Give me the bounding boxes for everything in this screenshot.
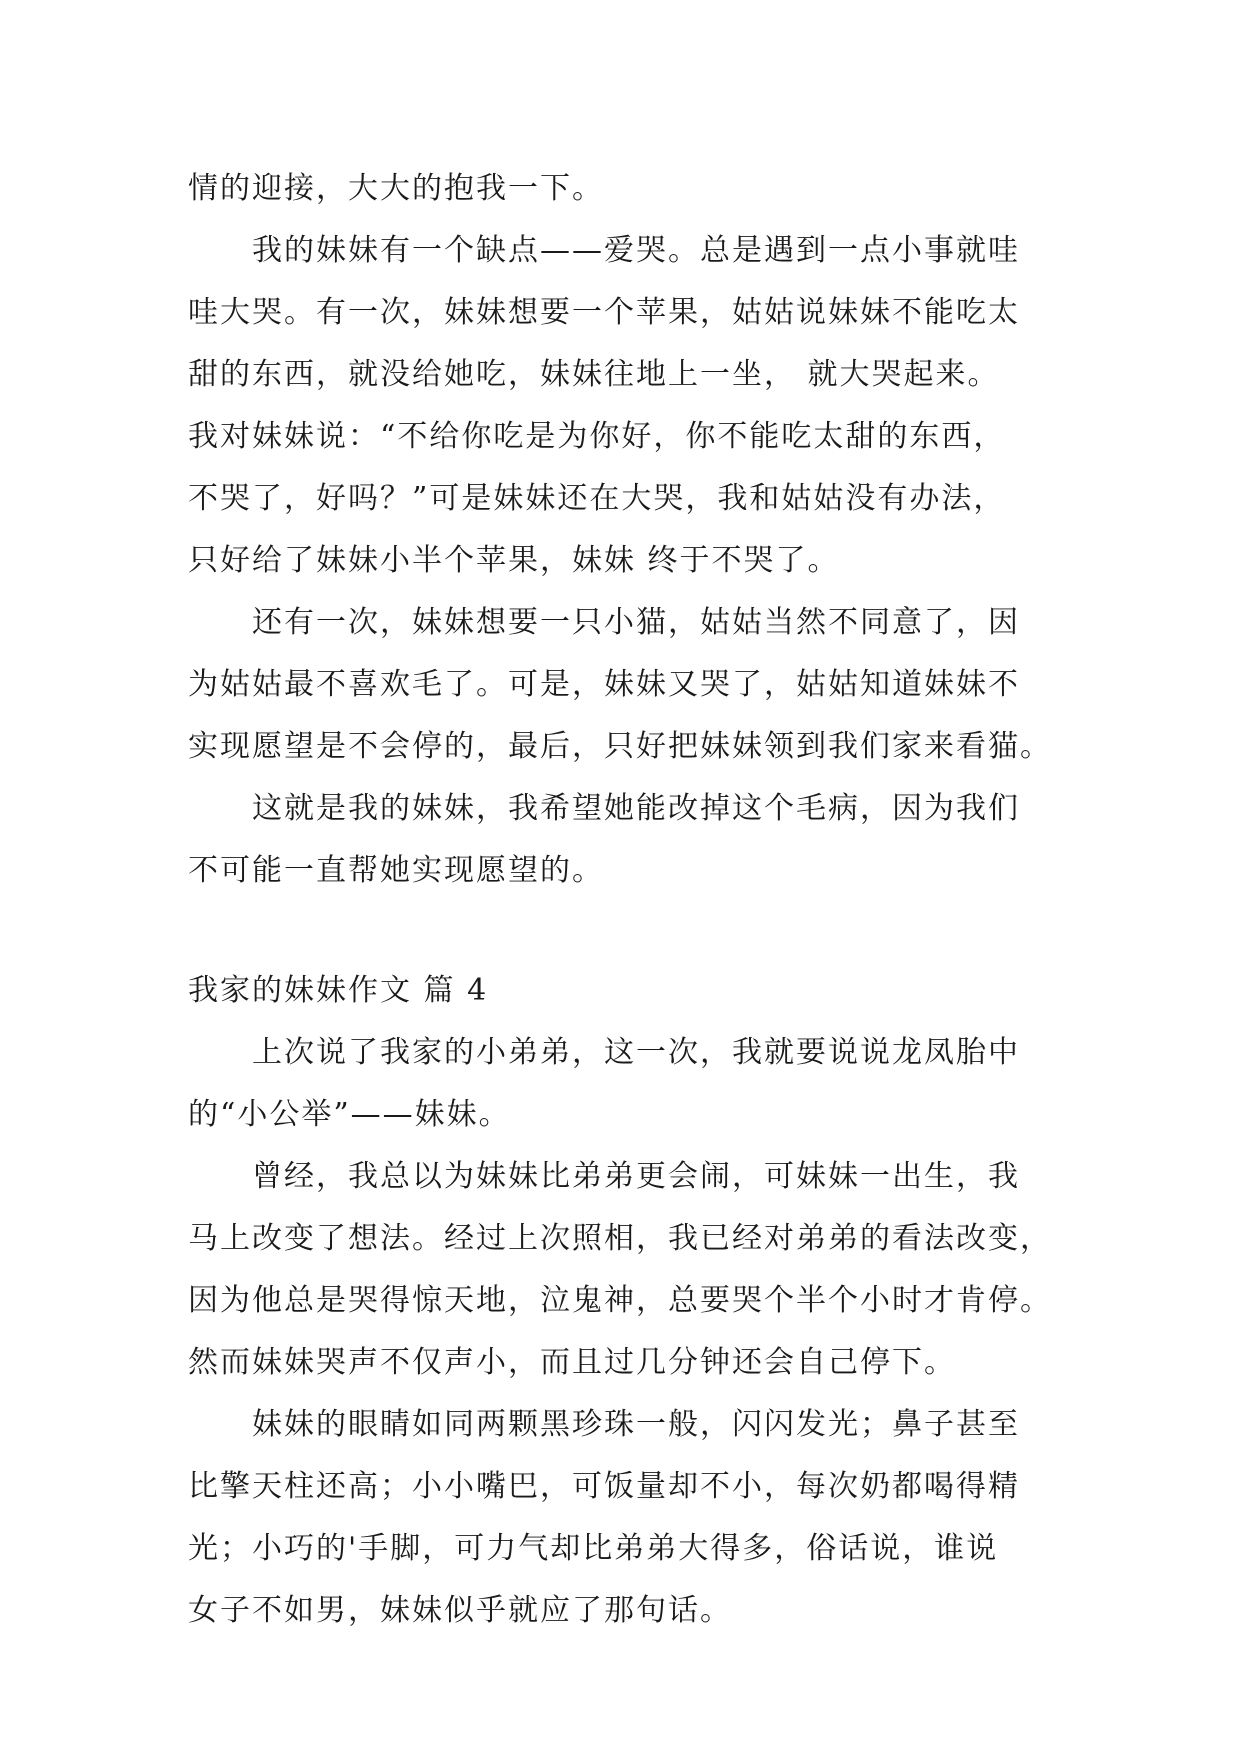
text-line: 情的迎接，大大的抱我一下。 [188,171,604,206]
text-line: 比擎天柱还高；小小嘴巴，可饭量却不小，每次奶都喝得精 [188,1469,1020,1504]
text-line: 妹妹的眼睛如同两颗黑珍珠一般，闪闪发光；鼻子甚至 [252,1407,1020,1442]
text-line: 曾经，我总以为妹妹比弟弟更会闹，可妹妹一出生，我 [252,1159,1020,1194]
text-line: 女子不如男，妹妹似乎就应了那句话。 [188,1593,732,1628]
section-heading: 我家的妹妹作文 篇 4 [188,973,489,1008]
document-page [188,158,1068,1642]
text-line: 哇大哭。有一次，妹妹想要一个苹果，姑姑说妹妹不能吃太 [188,295,1020,330]
text-line: 为姑姑最不喜欢毛了。可是，妹妹又哭了，姑姑知道妹妹不 [188,667,1020,702]
text-line: 实现愿望是不会停的，最后，只好把妹妹领到我们家来看猫。 [188,729,1052,764]
text-line: 甜的东西，就没给她吃，妹妹往地上一坐， 就大哭起来。 [188,357,1000,392]
text-line: 不哭了，好吗？”可是妹妹还在大哭，我和姑姑没有办法， [188,481,1006,516]
text-line: 不可能一直帮她实现愿望的。 [188,853,604,888]
text-line: 只好给了妹妹小半个苹果，妹妹 终于不哭了。 [188,543,840,578]
text-line: 因为他总是哭得惊天地，泣鬼神，总要哭个半个小时才肯停。 [188,1283,1052,1318]
text-line: 这就是我的妹妹，我希望她能改掉这个毛病，因为我们 [252,791,1020,826]
text-line: 我的妹妹有一个缺点——爱哭。总是遇到一点小事就哇 [252,233,1020,268]
text-line: 的“小公举”——妹妹。 [188,1097,511,1132]
text-line: 我对妹妹说：“不给你吃是为你好，你不能吃太甜的东西， [188,419,1006,454]
text-line: 上次说了我家的小弟弟，这一次，我就要说说龙凤胎中 [252,1035,1020,1070]
text-line: 马上改变了想法。经过上次照相，我已经对弟弟的看法改变， [188,1221,1052,1256]
text-line: 光；小巧的'手脚，可力气却比弟弟大得多，俗话说，谁说 [188,1531,999,1566]
text-line: 还有一次，妹妹想要一只小猫，姑姑当然不同意了，因 [252,605,1020,640]
text-line: 然而妹妹哭声不仅声小，而且过几分钟还会自己停下。 [188,1345,956,1380]
